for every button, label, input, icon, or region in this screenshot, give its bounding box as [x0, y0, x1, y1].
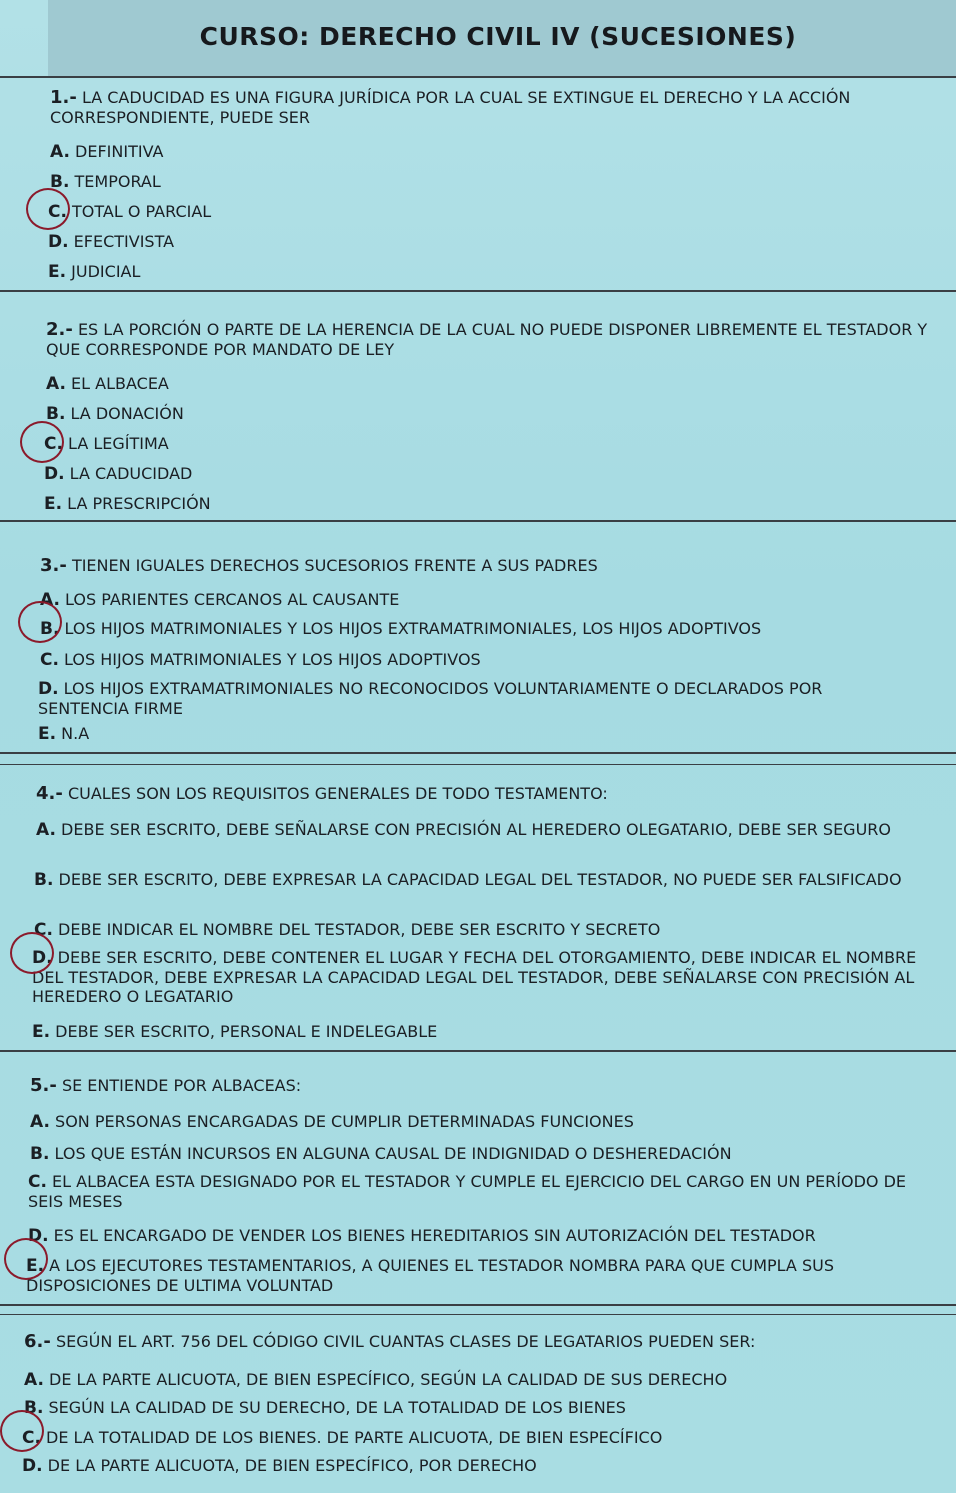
option-text: LA LEGÍTIMA — [68, 434, 169, 453]
option-letter: C. — [28, 1172, 47, 1192]
question-text: SE ENTIENDE POR ALBACEAS: — [61, 1076, 302, 1095]
option-6b[interactable] — [24, 1398, 626, 1418]
option-6c[interactable] — [22, 1428, 662, 1448]
option-2e[interactable] — [44, 494, 211, 514]
option-text: DEBE SER ESCRITO, PERSONAL E INDELEGABLE — [55, 1022, 438, 1041]
option-letter: E. — [26, 1256, 45, 1276]
option-2a[interactable] — [46, 374, 169, 394]
option-5c[interactable] — [28, 1172, 908, 1211]
option-letter: D. — [44, 464, 65, 484]
option-text: LA PRESCRIPCIÓN — [67, 494, 211, 513]
question-text: TIENEN IGUALES DERECHOS SUCESORIOS FRENTE A SUS PADRES — [71, 556, 598, 575]
option-5e[interactable] — [26, 1256, 916, 1295]
option-text: LOS HIJOS EXTRAMATRIMONIALES NO RECONOCIDOS VOLUNTARIAMENTE O DECLARADOS POR SENTENCIA FIRME — [38, 679, 823, 718]
option-text: TOTAL O PARCIAL — [72, 202, 212, 221]
option-letter: B. — [24, 1398, 44, 1418]
option-6d[interactable] — [22, 1456, 537, 1476]
option-2d[interactable] — [44, 464, 192, 484]
option-3a[interactable] — [40, 590, 399, 610]
answer-mark-circle — [0, 1410, 44, 1452]
option-3e[interactable] — [38, 724, 89, 744]
option-letter: C. — [34, 920, 53, 940]
option-text: LA DONACIÓN — [70, 404, 184, 423]
option-text: LOS PARIENTES CERCANOS AL CAUSANTE — [65, 590, 400, 609]
option-text: EL ALBACEA — [71, 374, 169, 393]
option-text: SEGÚN LA CALIDAD DE SU DERECHO, DE LA TOTALIDAD DE LOS BIENES — [48, 1398, 626, 1417]
answer-mark-circle — [4, 1238, 48, 1280]
question-text: LA CADUCIDAD ES UNA FIGURA JURÍDICA POR LA CUAL SE EXTINGUE EL DERECHO Y LA ACCIÓN CORRESPONDIENTE, PUEDE SER — [50, 88, 851, 127]
answer-mark-circle — [18, 601, 62, 643]
divider — [0, 76, 956, 78]
option-text: ES EL ENCARGADO DE VENDER LOS BIENES HEREDITARIOS SIN AUTORIZACIÓN DEL TESTADOR — [53, 1226, 816, 1245]
question-number: 4.- — [36, 783, 63, 804]
option-5b[interactable] — [30, 1144, 732, 1164]
option-text: DE LA PARTE ALICUOTA, DE BIEN ESPECÍFICO, POR DERECHO — [47, 1456, 537, 1475]
option-1d[interactable] — [48, 232, 174, 252]
question-1 — [50, 88, 936, 128]
option-1e[interactable] — [48, 262, 140, 282]
divider — [0, 1314, 956, 1315]
option-letter: B. — [50, 172, 70, 192]
option-4b[interactable] — [34, 870, 904, 890]
option-letter: E. — [32, 1022, 51, 1042]
option-letter: A. — [46, 374, 66, 394]
question-text: CUALES SON LOS REQUISITOS GENERALES DE TODO TESTAMENTO: — [67, 784, 608, 803]
option-text: A LOS EJECUTORES TESTAMENTARIOS, A QUIENES EL TESTADOR NOMBRA PARA QUE CUMPLA SUS DISPOSICIONES DE ULTIMA VOLUNTAD — [26, 1256, 834, 1295]
divider — [0, 752, 956, 754]
question-6 — [24, 1332, 936, 1352]
option-letter: A. — [36, 820, 56, 840]
option-6a[interactable] — [24, 1370, 727, 1390]
option-5a[interactable] — [30, 1112, 634, 1132]
answer-mark-circle — [10, 932, 54, 974]
option-text: N.A — [61, 724, 90, 743]
option-letter: B. — [30, 1144, 50, 1164]
option-text: DEBE SER ESCRITO, DEBE EXPRESAR LA CAPACIDAD LEGAL DEL TESTADOR, NO PUEDE SER FALSIFICADO — [58, 870, 902, 889]
option-letter: D. — [22, 1456, 43, 1476]
option-text: LA CADUCIDAD — [69, 464, 193, 483]
option-text: LOS QUE ESTÁN INCURSOS EN ALGUNA CAUSAL DE INDIGNIDAD O DESHEREDACIÓN — [54, 1144, 732, 1163]
option-text: JUDICIAL — [71, 262, 141, 281]
divider — [0, 520, 956, 522]
question-3 — [40, 556, 936, 576]
question-number: 6.- — [24, 1331, 51, 1352]
answer-mark-circle — [20, 421, 64, 463]
question-text: ES LA PORCIÓN O PARTE DE LA HERENCIA DE LA CUAL NO PUEDE DISPONER LIBREMENTE EL TESTADOR Y QUE CORRESPONDE POR MANDATO DE LEY — [46, 320, 928, 359]
option-text: DEBE INDICAR EL NOMBRE DEL TESTADOR, DEBE SER ESCRITO Y SECRETO — [58, 920, 661, 939]
option-letter: D. — [32, 948, 53, 968]
page-title: CURSO: DERECHO CIVIL IV (SUCESIONES) — [199, 22, 797, 51]
question-4 — [36, 784, 936, 804]
option-text: LOS HIJOS MATRIMONIALES Y LOS HIJOS EXTRAMATRIMONIALES, LOS HIJOS ADOPTIVOS — [64, 619, 762, 638]
option-letter: A. — [50, 142, 70, 162]
option-4d[interactable] — [32, 948, 922, 1006]
option-letter: D. — [48, 232, 69, 252]
question-text: SEGÚN EL ART. 756 DEL CÓDIGO CIVIL CUANTAS CLASES DE LEGATARIOS PUEDEN SER: — [55, 1332, 756, 1351]
option-4e[interactable] — [32, 1022, 437, 1042]
option-letter: A. — [30, 1112, 50, 1132]
option-text: DEBE SER ESCRITO, DEBE CONTENER EL LUGAR Y FECHA DEL OTORGAMIENTO, DEBE INDICAR EL NOMBRE DEL TESTADOR, DEBE EXPRESAR LA CAPACIDAD LEGAL DEL TESTADOR, DEBE SEÑALARSE CON PRECISIÓN AL HEREDERO O LEGATARIO — [32, 948, 917, 1006]
option-letter: C. — [44, 434, 63, 454]
option-3d[interactable] — [38, 679, 898, 718]
option-text: EL ALBACEA ESTA DESIGNADO POR EL TESTADOR Y CUMPLE EL EJERCICIO DEL CARGO EN UN PERÍODO DE SEIS MESES — [28, 1172, 907, 1211]
option-letter: E. — [44, 494, 63, 514]
option-letter: C. — [40, 650, 59, 670]
option-text: SON PERSONAS ENCARGADAS DE CUMPLIR DETERMINADAS FUNCIONES — [55, 1112, 634, 1131]
option-letter: A. — [24, 1370, 44, 1390]
option-letter: C. — [22, 1428, 41, 1448]
option-letter: B. — [46, 404, 66, 424]
option-letter: C. — [48, 202, 67, 222]
question-2 — [46, 320, 936, 360]
divider — [0, 764, 956, 765]
option-letter: E. — [38, 724, 57, 744]
option-letter: E. — [48, 262, 67, 282]
option-3c[interactable] — [40, 650, 481, 670]
option-letter: B. — [40, 619, 60, 639]
option-4a[interactable] — [36, 820, 906, 840]
option-text: DEBE SER ESCRITO, DEBE SEÑALARSE CON PRECISIÓN AL HEREDERO OLEGATARIO, DEBE SER SEGURO — [61, 820, 891, 839]
question-number: 3.- — [40, 555, 67, 576]
option-letter: A. — [40, 590, 60, 610]
option-text: TEMPORAL — [74, 172, 161, 191]
divider — [0, 290, 956, 292]
question-number: 2.- — [46, 319, 73, 340]
option-1a[interactable] — [50, 142, 163, 162]
option-2b[interactable] — [46, 404, 184, 424]
question-number: 5.- — [30, 1075, 57, 1096]
option-4c[interactable] — [34, 920, 660, 940]
option-1b[interactable] — [50, 172, 161, 192]
option-letter: B. — [34, 870, 54, 890]
option-text: DE LA TOTALIDAD DE LOS BIENES. DE PARTE ALICUOTA, DE BIEN ESPECÍFICO — [46, 1428, 663, 1447]
option-5d[interactable] — [28, 1226, 816, 1246]
option-3b[interactable] — [40, 619, 761, 639]
option-text: DE LA PARTE ALICUOTA, DE BIEN ESPECÍFICO, SEGÚN LA CALIDAD DE SUS DERECHO — [49, 1370, 728, 1389]
option-text: DEFINITIVA — [75, 142, 164, 161]
option-text: LOS HIJOS MATRIMONIALES Y LOS HIJOS ADOPTIVOS — [64, 650, 481, 669]
answer-mark-circle — [26, 188, 70, 230]
question-number: 1.- — [50, 87, 77, 108]
option-1c[interactable] — [48, 202, 211, 222]
divider — [0, 1304, 956, 1306]
divider — [0, 1050, 956, 1052]
option-text: EFECTIVISTA — [73, 232, 175, 251]
option-letter: D. — [38, 679, 59, 699]
option-letter: D. — [28, 1226, 49, 1246]
question-5 — [30, 1076, 936, 1096]
